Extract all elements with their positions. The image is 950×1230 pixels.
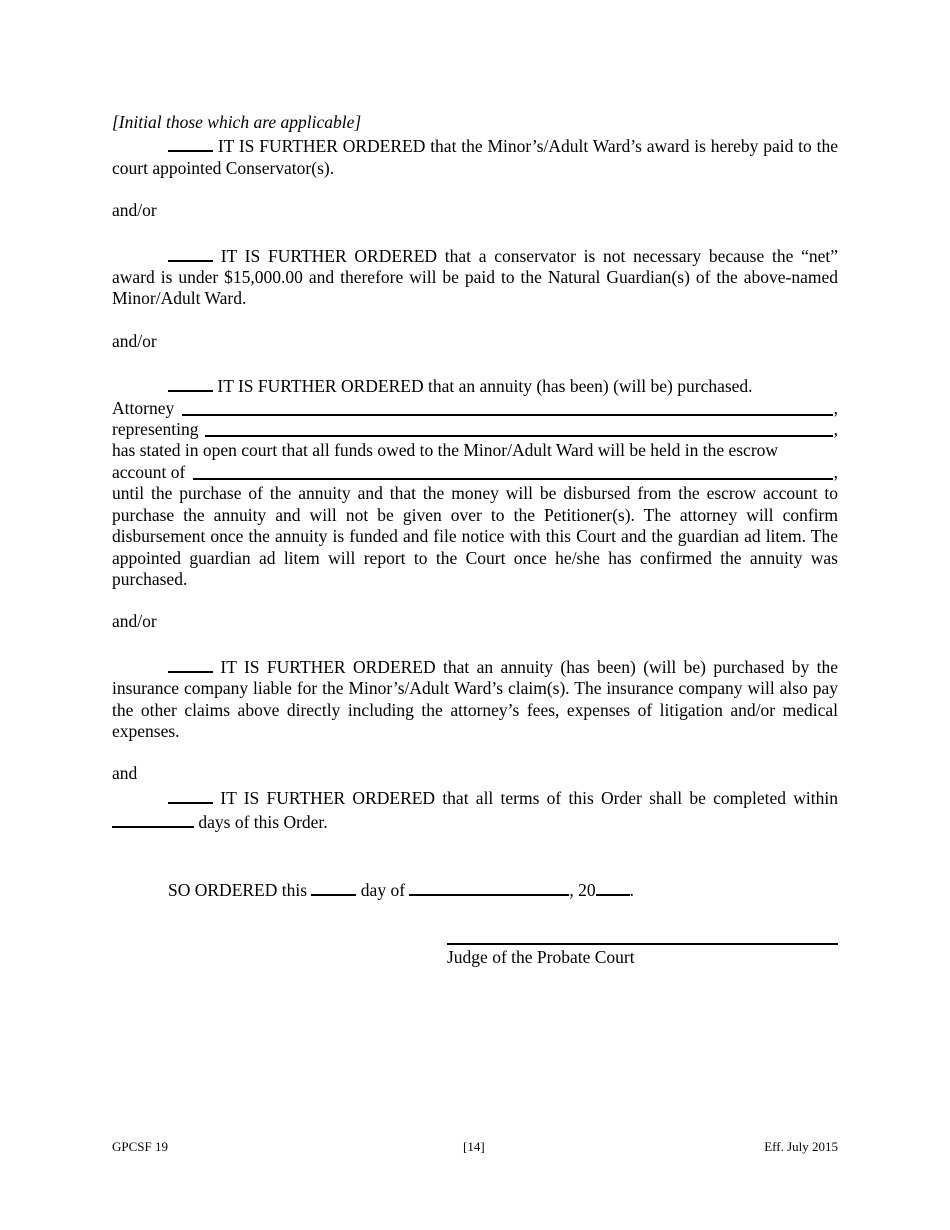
initial-blank-5[interactable] — [168, 785, 213, 804]
account-label: account of — [112, 461, 186, 482]
initial-blank-3[interactable] — [168, 373, 213, 392]
clause-natural-guardian-text: IT IS FURTHER ORDERED that a conservator is not necessary because the “net” award is under $15,000.00 and therefore will be paid to the Natural Guardian(s) of the above-named Minor/Adult Ward. — [112, 245, 838, 309]
judge-signature-line[interactable] — [447, 943, 838, 945]
so-ordered-line — [112, 877, 838, 901]
footer-page-number: [14] — [463, 1139, 485, 1154]
year-blank[interactable] — [596, 877, 630, 896]
clause-annuity-escrow — [112, 373, 838, 590]
footer-effective-date: Eff. July 2015 — [764, 1139, 838, 1154]
clause-natural-guardian — [112, 243, 838, 310]
clause-completion-tail: days of this Order. — [198, 812, 328, 833]
representing-comma: , — [833, 419, 838, 440]
clause-insurance-annuity — [112, 654, 838, 743]
order-page — [112, 112, 838, 901]
account-row — [112, 462, 838, 483]
attorney-label: Attorney — [112, 397, 175, 418]
instruction-text: [Initial those which are applicable] — [112, 112, 362, 132]
judge-signature-label: Judge of the Probate Court — [447, 947, 635, 967]
clause-insurance-annuity-text: IT IS FURTHER ORDERED that an annuity (has been) (will be) purchased by the insurance company liable for the Minor’s/Adult Ward’s claim(s). The insurance company will also pay the other claims above directly including the attorney’s fees, expenses of litigation and/or medical expenses. — [112, 656, 838, 741]
conjunction-3: and/or — [112, 611, 157, 632]
footer-form-id: GPCSF 19 — [112, 1139, 168, 1154]
attorney-comma: , — [833, 397, 838, 418]
day-blank[interactable] — [311, 877, 356, 896]
day-of-label: day of — [360, 879, 406, 900]
conjunction-2: and/or — [112, 330, 157, 351]
clause-completion-text: IT IS FURTHER ORDERED that all terms of this Order shall be completed within — [220, 787, 838, 808]
clause-annuity-intro-text: IT IS FURTHER ORDERED that an annuity (has been) (will be) purchased. — [217, 376, 753, 397]
clause-conservator — [112, 133, 838, 179]
conjunction-4: and — [112, 763, 138, 784]
account-blank[interactable] — [193, 463, 832, 480]
attorney-row — [112, 398, 838, 419]
initial-blank-2[interactable] — [168, 243, 213, 262]
year-prefix: , 20 — [569, 879, 596, 900]
representing-label: representing — [112, 419, 199, 440]
escrow-closing-text: until the purchase of the annuity and that the money will be disbursed from the escrow account to purchase the annuity and will not be given over to the Petitioner(s). The attorney will confirm disbursement once the annuity is funded and file notice with this Court and the guardian ad litem. The appointed guardian ad litem will report to the Court once he/she has confirmed the annuity was purchased. — [112, 483, 838, 589]
escrow-statement: has stated in open court that all funds owed to the Minor/Adult Ward will be held in the escrow — [112, 440, 779, 461]
initial-blank-1[interactable] — [168, 133, 213, 152]
clause-conservator-text: IT IS FURTHER ORDERED that the Minor’s/Adult Ward’s award is hereby paid to the court appointed Conservator(s). — [112, 136, 838, 178]
days-blank[interactable] — [112, 809, 194, 828]
month-blank[interactable] — [409, 877, 569, 896]
clause-annuity-intro — [112, 373, 838, 397]
conjunction-1: and/or — [112, 200, 157, 221]
representing-blank[interactable] — [205, 420, 833, 437]
so-ordered-prefix: SO ORDERED this — [168, 879, 308, 900]
initial-blank-4[interactable] — [168, 654, 213, 673]
attorney-name-blank[interactable] — [182, 399, 832, 416]
clause-completion — [112, 785, 838, 834]
account-comma: , — [833, 461, 838, 482]
so-ordered-end: . — [629, 879, 635, 900]
representing-row — [112, 419, 838, 440]
